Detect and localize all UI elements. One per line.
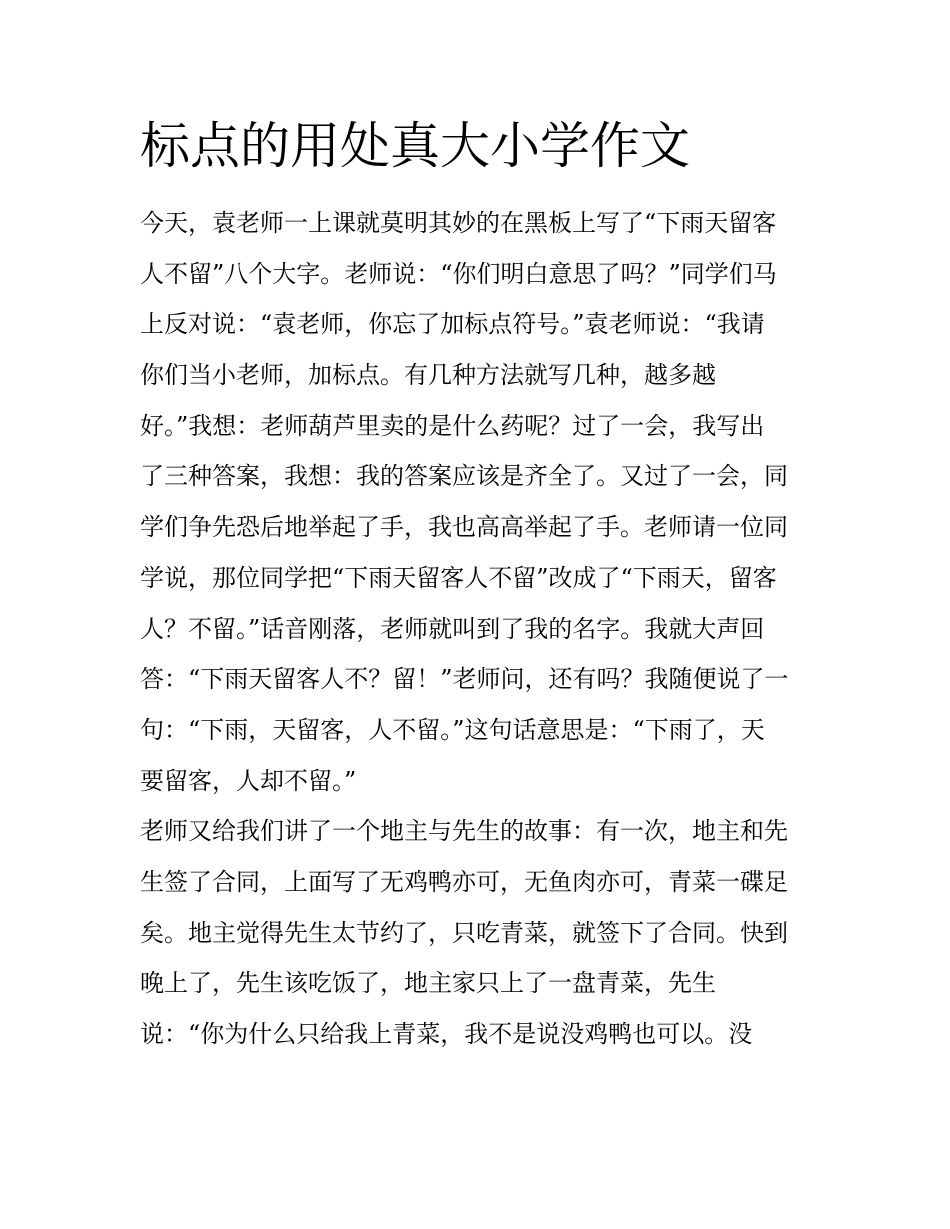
body-line: 说：“你为什么只给我上青菜，我不是说没鸡鸭也可以。没 [140,1020,753,1048]
body-line: 学们争先恐后地举起了手，我也高高举起了手。老师请一位同 [140,513,788,542]
body-line: 人？不留。”话音刚落，老师就叫到了我的名字。我就大声回 [140,614,765,643]
body-line: 了三种答案，我想：我的答案应该是齐全了。又过了一会，同 [140,462,788,491]
body-line: 矣。地主觉得先生太节约了，只吃青菜，就签下了合同。快到 [140,918,788,947]
body-line: 你们当小老师，加标点。有几种方法就写几种，越多越 [140,361,716,390]
body-line: 晚上了，先生该吃饭了，地主家只上了一盘青菜，先生 [140,969,716,998]
body-line: 要留客，人却不留。” [140,766,357,795]
body-line: 今天，袁老师一上课就莫明其妙的在黑板上写了“下雨天留客 [140,209,777,237]
document-body [140,198,820,1060]
body-line: 老师又给我们讲了一个地主与先生的故事：有一次，地主和先 [140,817,788,846]
body-line: 人不留”八个大字。老师说：“你们明白意思了吗？”同学们马 [140,259,777,288]
body-line: 生签了合同，上面写了无鸡鸭亦可，无鱼肉亦可，青菜一碟足 [140,867,788,896]
body-line: 答：“下雨天留客人不？留！”老师问，还有吗？我随便说了一 [140,665,789,694]
body-line: 句：“下雨，天留客，人不留。”这句话意思是：“下雨了，天 [140,715,765,744]
body-line: 学说，那位同学把“下雨天留客人不留”改成了“下雨天，留客 [140,563,777,592]
document-title: 标点的用处真大小学作文 [140,117,690,175]
body-line: 上反对说：“袁老师，你忘了加标点符号。”袁老师说：“我请 [140,310,765,339]
body-line: 好。”我想：老师葫芦里卖的是什么药呢？过了一会，我写出 [140,411,765,440]
